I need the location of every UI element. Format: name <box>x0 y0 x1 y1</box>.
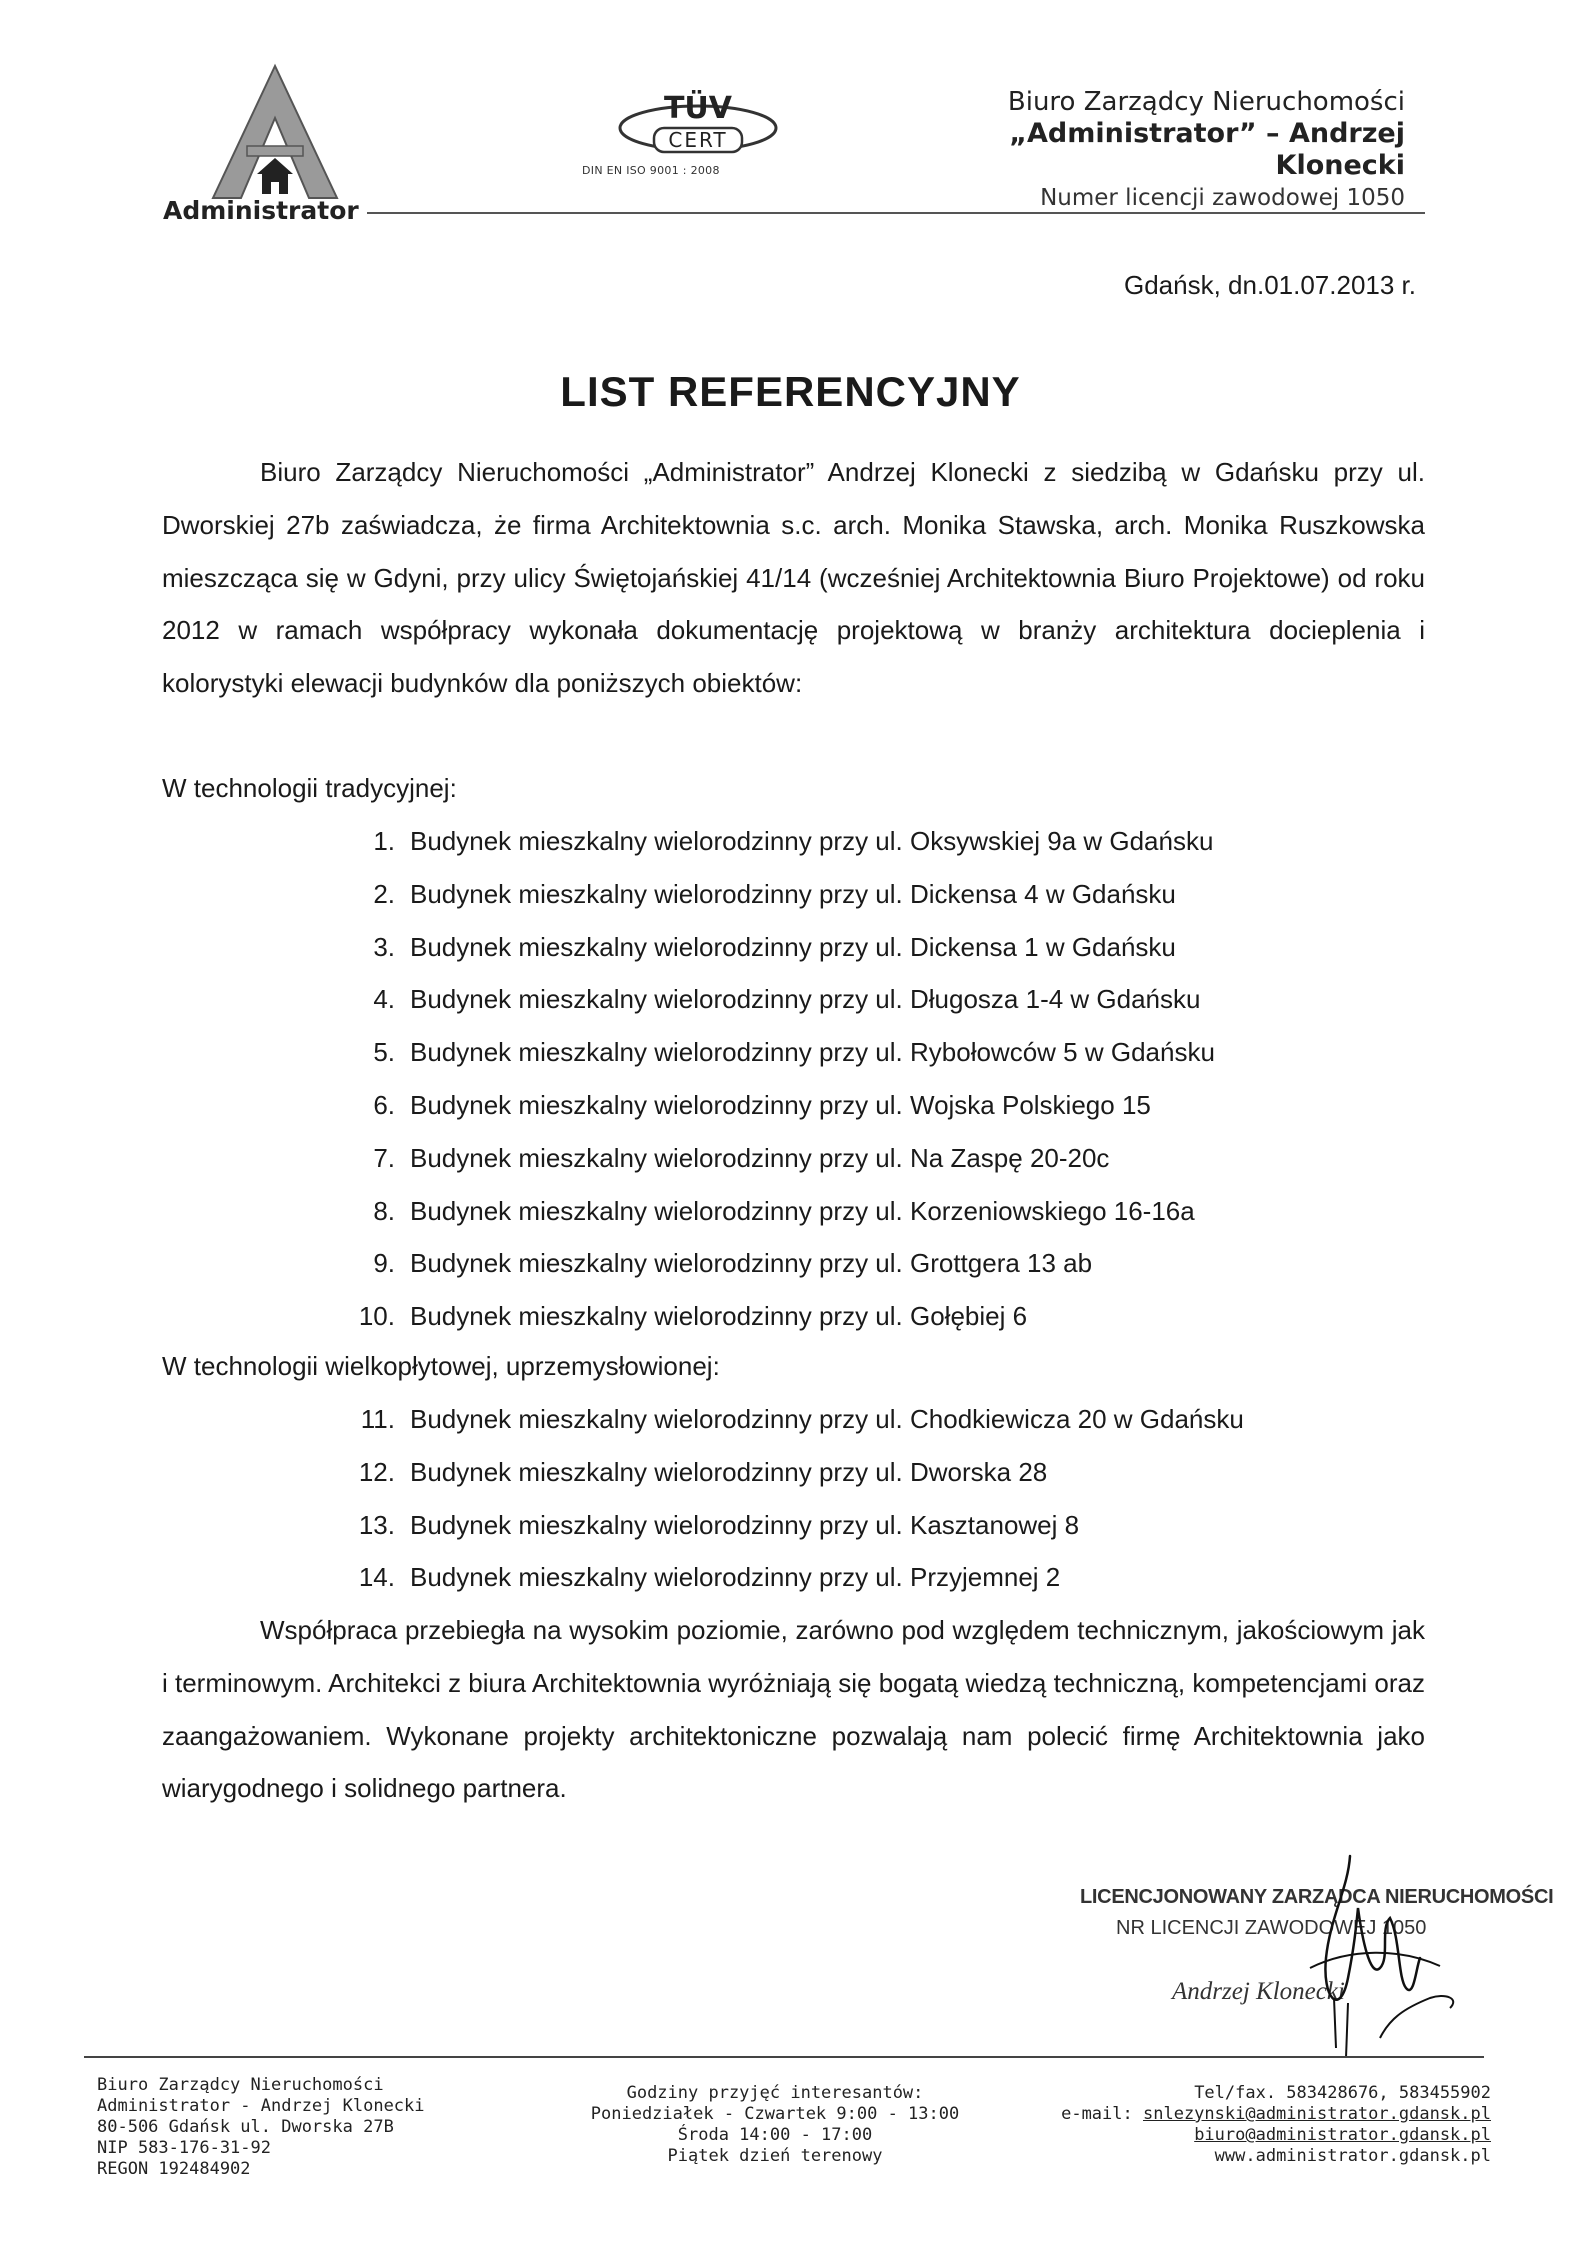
list-item-text: Budynek mieszkalny wielorodzinny przy ul. Kasztanowej 8 <box>410 1509 1080 1540</box>
footer-company-info <box>97 2075 425 2180</box>
list-item-text: Budynek mieszkalny wielorodzinny przy ul. Wojska Polskiego 15 <box>410 1089 1151 1120</box>
logo-caption: Administrator <box>163 196 359 225</box>
footer-contact <box>1061 2083 1491 2167</box>
stamp-name: Andrzej Klonecki <box>1172 1978 1345 2005</box>
office-hours-line: Poniedziałek - Czwartek 9:00 - 13:00 <box>590 2104 960 2124</box>
svg-text:TÜV: TÜV <box>663 91 733 126</box>
footer-email-row <box>1061 2104 1491 2125</box>
list-item <box>355 1290 1415 1343</box>
list-item-number: 13. <box>358 1509 395 1540</box>
certification-caption: DIN EN ISO 9001 : 2008 <box>582 164 720 177</box>
footer-company-line: Administrator - Andrzej Klonecki <box>97 2096 425 2116</box>
list-item-number: 9. <box>373 1248 395 1279</box>
list-item-text: Budynek mieszkalny wielorodzinny przy ul. Korzeniowskiego 16-16a <box>410 1195 1195 1226</box>
list-item <box>355 1393 1415 1446</box>
list-item <box>355 868 1415 921</box>
traditional-reference-list <box>355 815 1415 1343</box>
office-hours-line: Środa 14:00 - 17:00 <box>677 2125 873 2145</box>
closing-paragraph: Współpraca przebiegła na wysokim poziomie, zarówno pod względem technicznym, jakościowym jak i terminowym. Architekci z biura Architektownia wyróżniają się bogatą wiedzą techniczną, kompetencjami oraz zaangażowaniem. Wykonane projekty architektoniczne pozwalają nam polecić firmę Architektownia jako wiarygodnego i solidnego partnera. <box>162 1615 1426 1804</box>
website-link[interactable]: www.administrator.gdansk.pl <box>1214 2146 1491 2166</box>
footer-address: 80-506 Gdańsk ul. Dworska 27B <box>97 2117 394 2137</box>
list-item-text: Budynek mieszkalny wielorodzinny przy ul. Grottgera 13 ab <box>410 1248 1093 1279</box>
list-item <box>355 1446 1415 1499</box>
list-item-text: Budynek mieszkalny wielorodzinny przy ul. Dickensa 4 w Gdańsku <box>410 878 1176 909</box>
list-item <box>355 1132 1415 1185</box>
list-item-text: Budynek mieszkalny wielorodzinny przy ul. Na Zaspę 20-20c <box>410 1142 1110 1173</box>
footer-nip: NIP 583-176-31-92 <box>97 2138 271 2158</box>
license-number: Numer licencji zawodowej 1050 <box>1040 185 1405 211</box>
footer-office-hours <box>560 2083 990 2167</box>
list-item-number: 2. <box>373 878 395 909</box>
list-item-text: Budynek mieszkalny wielorodzinny przy ul. Chodkiewicza 20 w Gdańsku <box>410 1404 1244 1434</box>
footer-divider <box>84 2056 1484 2058</box>
office-hours-line: Piątek dzień terenowy <box>667 2146 883 2166</box>
list-item-text: Budynek mieszkalny wielorodzinny przy ul. Przyjemnej 2 <box>410 1562 1061 1593</box>
list-item-text: Budynek mieszkalny wielorodzinny przy ul. Oksywskiej 9a w Gdańsku <box>410 826 1214 856</box>
stamp-title: LICENCJONOWANY ZARZĄDCA NIERUCHOMOŚCI <box>1080 1886 1554 1908</box>
list-item-text: Budynek mieszkalny wielorodzinny przy ul. Dworska 28 <box>410 1456 1048 1487</box>
list-item-text: Budynek mieszkalny wielorodzinny przy ul. Rybołowców 5 w Gdańsku <box>410 1037 1215 1068</box>
list-item-number: 7. <box>373 1142 395 1173</box>
stamp-license: NR LICENCJI ZAWODOWEJ 1050 <box>1116 1917 1427 1939</box>
list-item-number: 12. <box>358 1456 395 1487</box>
administrator-logo <box>205 62 345 202</box>
footer-phone: Tel/fax. 583428676, 583455902 <box>1194 2083 1491 2103</box>
list-item-text: Budynek mieszkalny wielorodzinny przy ul. Gołębiej 6 <box>410 1301 1028 1332</box>
letter-date: Gdańsk, dn.01.07.2013 r. <box>1124 270 1416 300</box>
list-item-number: 5. <box>373 1037 395 1068</box>
list-item <box>355 1551 1415 1604</box>
intro-paragraph: Biuro Zarządcy Nieruchomości „Administrator” Andrzej Klonecki z siedzibą w Gdańsku przy ul. Dworskiej 27b zaświadcza, że firma Architektownia s.c. arch. Monika Stawska, arch. Monika Ruszkowska mieszcząca się w Gdyni, przy ulicy Świętojańskiej 41/14 (wcześniej Architektownia Biuro Projektowe) od roku 2012 w ramach współpracy wykonała dokumentację projektową w branży architektura docieplenia i kolorystyki elewacji budynków dla poniższych obiektów: <box>162 457 1425 699</box>
list-item-text: Budynek mieszkalny wielorodzinny przy ul. Dickensa 1 w Gdańsku <box>410 931 1176 962</box>
handwritten-signature <box>1230 1848 1470 2078</box>
footer-regon: REGON 192484902 <box>97 2159 251 2179</box>
list-item-number: 8. <box>373 1195 395 1226</box>
list-item-number: 1. <box>373 826 395 856</box>
list-item-number: 11. <box>360 1404 395 1434</box>
list-item-text: Budynek mieszkalny wielorodzinny przy ul. Długosza 1-4 w Gdańsku <box>410 984 1201 1015</box>
section-prefab-label: W technologii wielkopłytowej, uprzemysłowionej: <box>162 1351 720 1381</box>
company-name: Biuro Zarządcy Nieruchomości <box>1007 87 1405 117</box>
section-traditional-label: W technologii tradycyjnej: <box>162 773 457 803</box>
list-item <box>355 815 1415 868</box>
email-link-secondary[interactable]: biuro@administrator.gdansk.pl <box>1194 2125 1491 2145</box>
list-item-number: 6. <box>373 1089 395 1120</box>
company-header <box>880 86 1405 214</box>
list-item <box>355 1237 1415 1290</box>
header-divider <box>367 212 1425 214</box>
list-item <box>355 973 1415 1026</box>
prefab-reference-list <box>355 1393 1415 1604</box>
svg-text:CERT: CERT <box>668 128 728 152</box>
footer-company-line: Biuro Zarządcy Nieruchomości <box>97 2075 384 2095</box>
list-item <box>355 1499 1415 1552</box>
email-link-primary[interactable]: snlezynski@administrator.gdansk.pl <box>1143 2104 1491 2124</box>
company-owner: „Administrator” – Andrzej Klonecki <box>1009 118 1405 181</box>
office-hours-title: Godziny przyjęć interesantów: <box>626 2083 924 2103</box>
list-item-number: 14. <box>358 1562 395 1593</box>
letter-title: LIST REFERENCYJNY <box>560 368 1021 415</box>
list-item <box>355 921 1415 974</box>
list-item-number: 10. <box>358 1301 395 1332</box>
email-label: e-mail: <box>1061 2104 1133 2124</box>
list-item-number: 3. <box>373 931 395 962</box>
list-item <box>355 1026 1415 1079</box>
list-item <box>355 1185 1415 1238</box>
list-item-number: 4. <box>373 984 395 1015</box>
list-item <box>355 1079 1415 1132</box>
